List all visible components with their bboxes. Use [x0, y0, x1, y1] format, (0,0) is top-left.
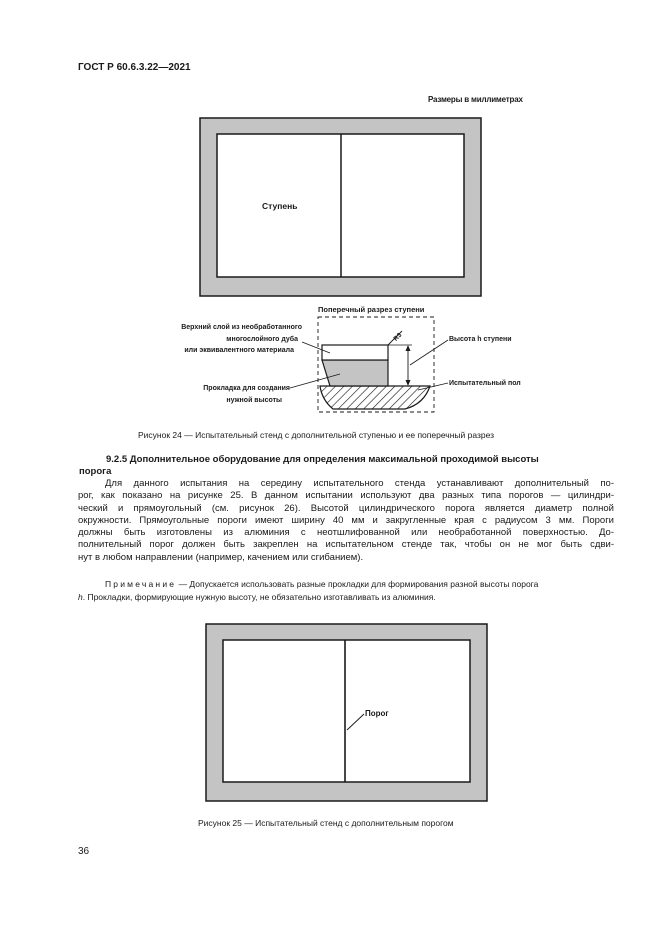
- height-leader: [410, 340, 448, 365]
- figure-25-caption: Рисунок 25 — Испытательный стенд с дополнительным порогом: [198, 818, 454, 828]
- spacer-label-2: нужной высоты: [226, 397, 282, 404]
- height-label: Высота h ступени: [449, 336, 512, 343]
- section-heading: [79, 454, 614, 478]
- figure-25-stand: [206, 624, 487, 801]
- page-number: 36: [78, 846, 90, 857]
- paragraph-line: Для данного испытания на середину испытательного стенда устанавливают дополнительный по-: [105, 478, 614, 489]
- section-heading-line-2: порога: [79, 466, 112, 477]
- test-floor-section: [320, 386, 430, 409]
- body-paragraph: [78, 478, 614, 564]
- figure-24-cross-section: [181, 305, 521, 412]
- figure-24-caption: Рисунок 24 — Испытательный стенд с дополнительной ступенью и ее поперечный разрез: [138, 430, 495, 440]
- paragraph-line: рог, как показано на рисунке 25. В данном испытании используют два разных типа порогов — цилиндри-: [78, 490, 614, 502]
- spacer-label-1: Прокладка для создания: [203, 385, 290, 392]
- note-text-2: . Прокладки, формирующие нужную высоту, не обязательно изготавливать из алюминия.: [82, 591, 436, 602]
- paragraph-line: полнительный порог должен быть закреплен на испытательном стенде так, чтобы он не мог быть сдви-: [78, 539, 614, 551]
- step-label: Ступень: [262, 201, 298, 211]
- spacer-section: [322, 360, 388, 386]
- note-line-1: [78, 578, 614, 591]
- stand-floor: [223, 640, 470, 782]
- note-text-1: — Допускается использовать разные прокладки для формирования разной высоты порога: [176, 579, 539, 589]
- radius-dimension: R3: [392, 331, 404, 343]
- note-block: [78, 578, 614, 603]
- top-layer-label-1: Верхний слой из необработанного: [181, 324, 302, 331]
- top-layer-label-3: или эквивалентного материала: [184, 347, 294, 354]
- floor-label: Испытательный пол: [449, 380, 521, 387]
- document-code: ГОСТ Р 60.6.3.22—2021: [78, 62, 191, 73]
- figure-24-stand: [200, 118, 481, 296]
- paragraph-line: окружности. Прямоугольные пороги имеют ширину 40 мм и закругленные края с радиусом 3 мм. Пороги: [78, 514, 614, 526]
- units-note: Размеры в миллиметрах: [428, 95, 523, 104]
- top-layer-section: [322, 345, 388, 360]
- threshold-label: Порог: [365, 709, 389, 718]
- note-label: Примечание: [105, 579, 177, 589]
- section-title: Поперечный разрез ступени: [318, 305, 425, 314]
- paragraph-line: ческий и прямоугольный (см. рисунок 26). Высотой цилиндрического порога является диаметр полной: [78, 502, 614, 514]
- paragraph-line: должны быть изготовлены из алюминия с неотшлифованной или необработанной поверхностью. До-: [78, 527, 614, 539]
- section-heading-line-1: 9.2.5 Дополнительное оборудование для определения максимальной проходимой высоты: [106, 454, 539, 465]
- note-h-symbol: h: [78, 591, 83, 602]
- note-line-2: [78, 591, 614, 604]
- paragraph-line: нут в любом направлении (например, качением или сгибанием).: [78, 551, 364, 563]
- top-layer-label-2: многослойного дуба: [226, 336, 298, 343]
